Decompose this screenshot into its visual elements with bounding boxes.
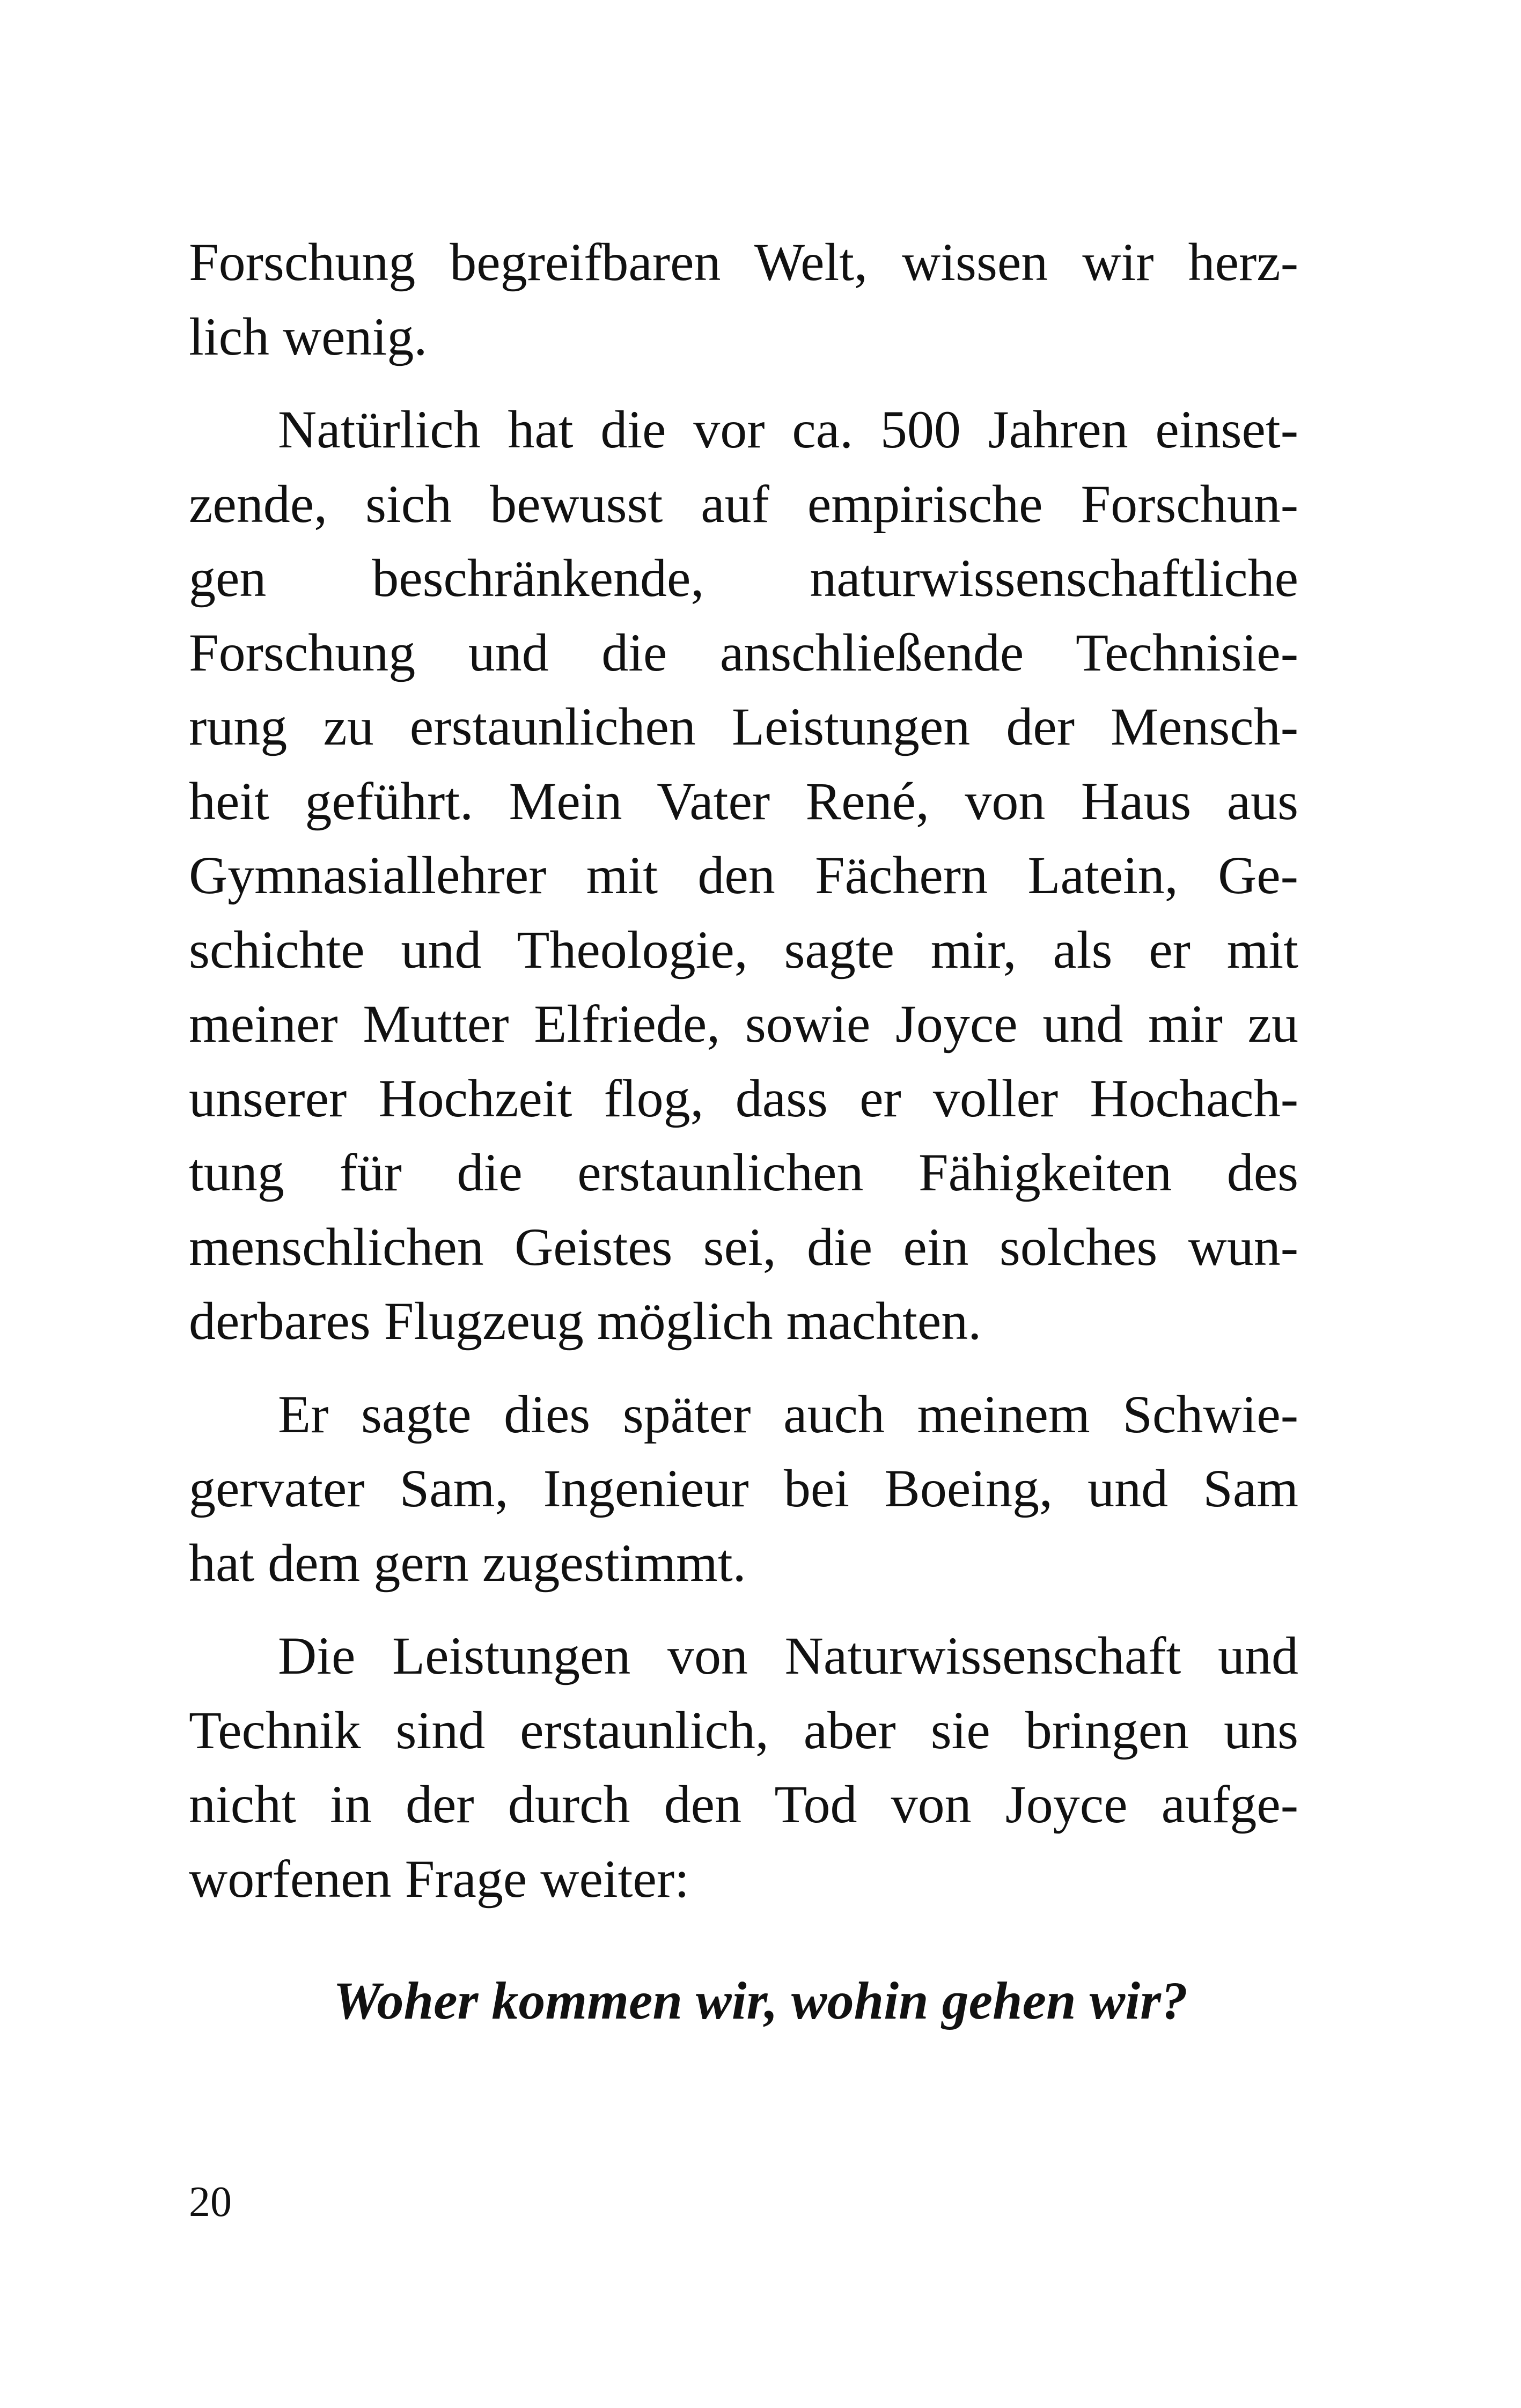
paragraph-2 [189,393,1298,1359]
text-line: gen beschränkende, naturwissenschaftliche [189,548,1298,608]
text-line: lich wenig. [189,306,428,366]
text-line: worfenen Frage weiter: [189,1849,689,1909]
text-line: hat dem gern zugestimmt. [189,1533,746,1593]
paragraph-gap [189,374,1298,393]
text-line: Er sagte dies später auch meinem Schwie- [278,1384,1298,1444]
text-line: tung für die erstaunlichen Fähigkeiten des [189,1143,1298,1202]
paragraph-3 [189,1378,1298,1601]
text-line: Die Leistungen von Naturwissenschaft und [278,1626,1298,1685]
closing-question: Woher kommen wir, wohin gehen wir? [333,1971,1188,2030]
paragraph-gap [189,1359,1298,1378]
text-line: nicht in der durch den Tod von Joyce aufge- [189,1774,1298,1834]
text-line: unserer Hochzeit flog, dass er voller Hochach- [189,1068,1298,1128]
text-line: Technik sind erstaunlich, aber sie bringen uns [189,1700,1298,1760]
text-line: derbares Flugzeug möglich machten. [189,1291,982,1351]
paragraph-gap [189,1600,1298,1619]
page-number: 20 [189,2178,232,2226]
text-line: Forschung begreifbaren Welt, wissen wir herz- [189,232,1298,292]
text-line: meiner Mutter Elfriede, sowie Joyce und mir zu [189,994,1298,1054]
text-line: schichte und Theologie, sagte mir, als er mit [189,919,1298,980]
text-line: Natürlich hat die vor ca. 500 Jahren einset- [278,400,1298,459]
text-line: heit geführt. Mein Vater René, von Haus aus [189,771,1298,831]
text-line: zende, sich bewusst auf empirische Forschun- [189,474,1298,534]
text-line: rung zu erstaunlichen Leistungen der Mensch- [189,697,1298,756]
text-line: gervater Sam, Ingenieur bei Boeing, und Sam [189,1459,1298,1518]
body-text [189,225,1298,1916]
text-line: Forschung und die anschließende Technisie- [189,622,1298,682]
text-line: menschlichen Geistes sei, die ein solches wun- [189,1217,1298,1277]
text-line: Gymnasiallehrer mit den Fächern Latein, Ge- [189,845,1298,905]
paragraph-1 [189,225,1298,374]
paragraph-4 [189,1619,1298,1916]
